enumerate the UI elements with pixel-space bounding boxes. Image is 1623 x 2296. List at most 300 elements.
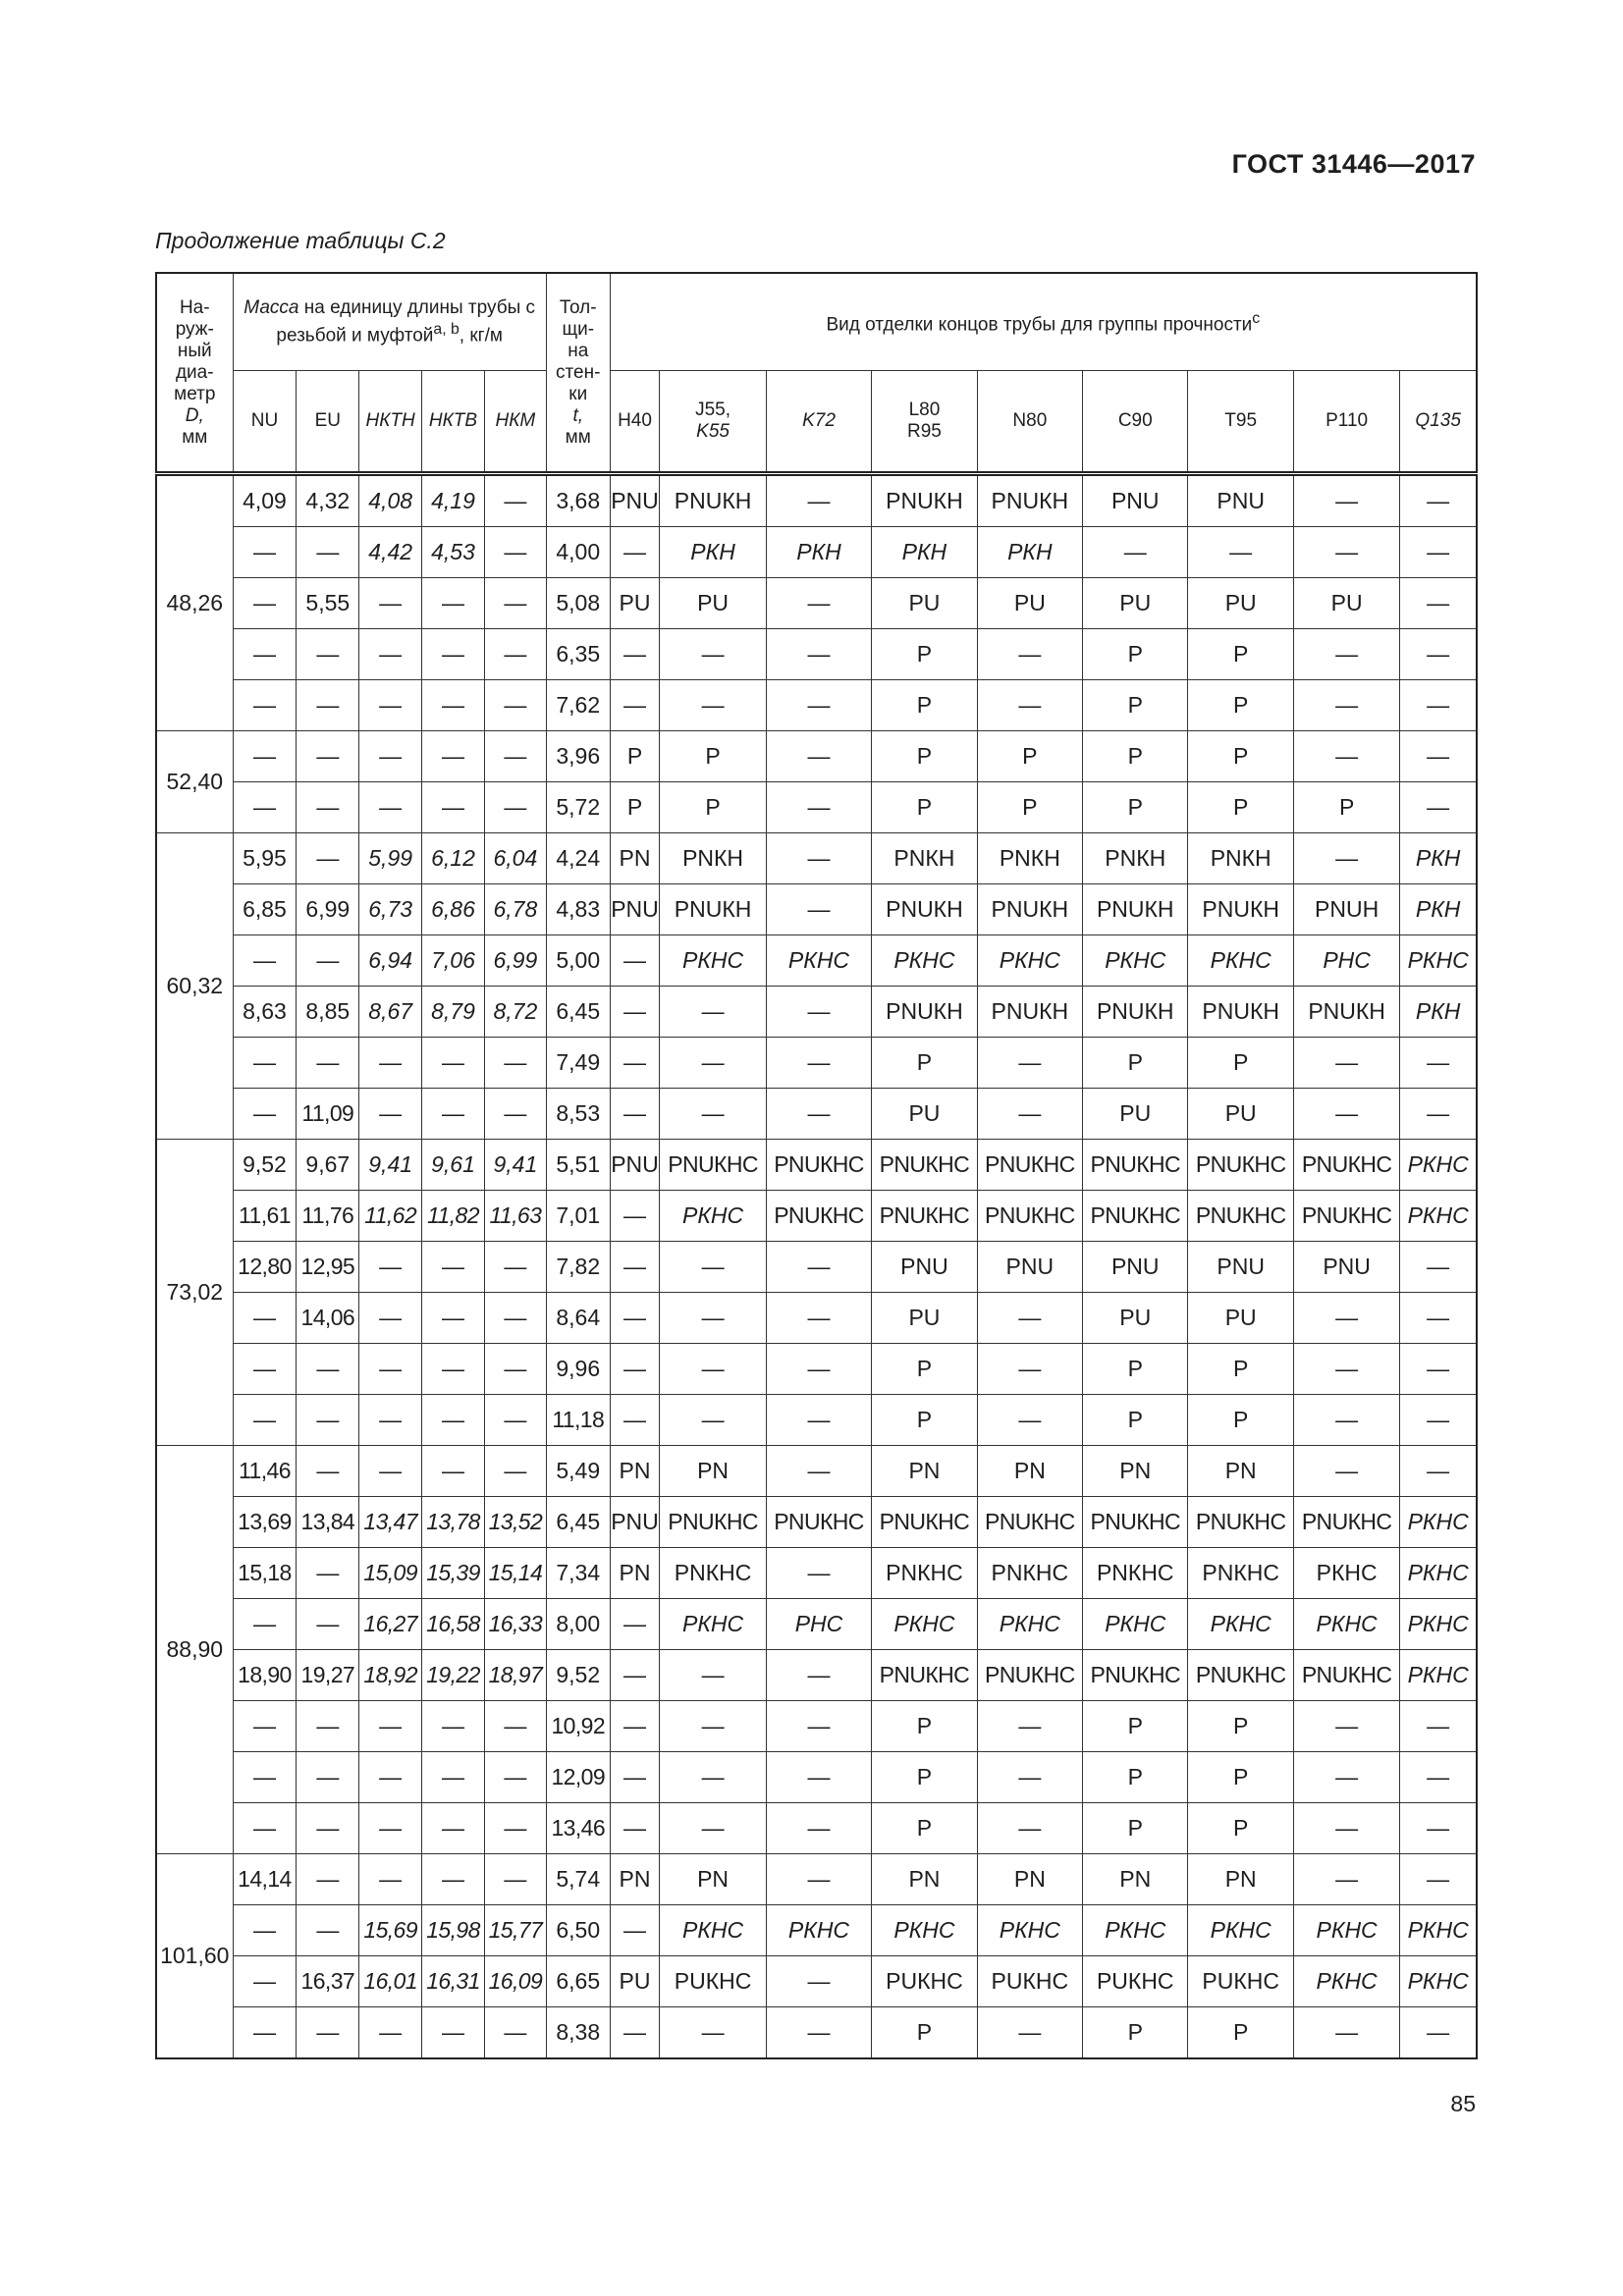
table-row <box>156 1395 1477 1446</box>
table-cell: РКНС <box>1400 1140 1477 1191</box>
table-cell: PNКНС <box>872 1548 977 1599</box>
table-cell: — <box>766 1548 871 1599</box>
table-cell: — <box>1400 1803 1477 1854</box>
table-cell: РКН <box>1400 833 1477 884</box>
table-cell: 6,45 <box>546 987 610 1038</box>
table-cell: 4,32 <box>297 474 359 527</box>
table-cell: РКН <box>660 527 766 578</box>
table-cell: P <box>1083 1395 1188 1446</box>
table-cell: — <box>766 987 871 1038</box>
table-cell: P <box>872 1038 977 1089</box>
table-cell: 6,78 <box>484 884 546 935</box>
table-cell: — <box>484 1089 546 1140</box>
table-cell: 14,06 <box>297 1293 359 1344</box>
table-row <box>156 629 1477 680</box>
table-cell: P <box>1083 782 1188 833</box>
table-cell: — <box>233 1344 297 1395</box>
table-row <box>156 680 1477 731</box>
table-cell: 8,79 <box>422 987 485 1038</box>
table-cell: — <box>660 629 766 680</box>
table-cell: — <box>610 1701 660 1752</box>
table-cell: PNКНС <box>1083 1548 1188 1599</box>
diameter-header: На- руж- ный диа- метр D, мм <box>156 273 233 474</box>
table-cell: 6,12 <box>422 833 485 884</box>
table-cell: 13,46 <box>546 1803 610 1854</box>
table-cell: PU <box>1188 578 1293 629</box>
table-cell: — <box>359 1701 422 1752</box>
table-cell: — <box>1293 1089 1399 1140</box>
table-cell: PN <box>610 1548 660 1599</box>
table-cell: — <box>359 629 422 680</box>
table-cell: PNUКН <box>1188 884 1293 935</box>
table-cell: 6,35 <box>546 629 610 680</box>
table-cell: P <box>1188 1344 1293 1395</box>
table-cell: PNUКНС <box>977 1650 1082 1701</box>
table-cell: 11,82 <box>422 1191 485 1242</box>
table-cell: 10,92 <box>546 1701 610 1752</box>
table-row <box>156 1905 1477 1956</box>
table-cell: 16,01 <box>359 1956 422 2007</box>
table-cell: РКН <box>766 527 871 578</box>
table-cell: PNКН <box>1188 833 1293 884</box>
table-cell: — <box>766 1038 871 1089</box>
table-cell: — <box>359 578 422 629</box>
table-cell: РКНС <box>1400 1191 1477 1242</box>
table-cell: PNU <box>1083 1242 1188 1293</box>
table-cell: — <box>233 1395 297 1446</box>
table-row <box>156 1701 1477 1752</box>
table-cell: P <box>1188 1803 1293 1854</box>
table-cell: PNUКНС <box>872 1191 977 1242</box>
table-cell: — <box>297 1701 359 1752</box>
table-cell: 7,49 <box>546 1038 610 1089</box>
table-cell: — <box>766 578 871 629</box>
table-cell: — <box>484 1344 546 1395</box>
table-row <box>156 1191 1477 1242</box>
table-cell: — <box>422 1803 485 1854</box>
table-cell: — <box>977 1395 1082 1446</box>
table-row <box>156 731 1477 782</box>
table-cell: — <box>233 578 297 629</box>
table-cell: 18,97 <box>484 1650 546 1701</box>
pipe-table <box>155 272 1478 2059</box>
table-cell: 4,09 <box>233 474 297 527</box>
table-cell: — <box>484 782 546 833</box>
table-row <box>156 1803 1477 1854</box>
page-number: 85 <box>1450 2091 1476 2116</box>
table-cell: 4,24 <box>546 833 610 884</box>
table-cell: 14,14 <box>233 1854 297 1905</box>
table-cell: PNUКНС <box>1188 1497 1293 1548</box>
table-cell: 3,68 <box>546 474 610 527</box>
table-cell: — <box>1400 1038 1477 1089</box>
table-cell: 5,55 <box>297 578 359 629</box>
table-cell: РКНС <box>1188 1599 1293 1650</box>
table-cell: 4,42 <box>359 527 422 578</box>
table-cell: PN <box>872 1854 977 1905</box>
table-cell: — <box>1400 731 1477 782</box>
table-cell: PNUКНС <box>872 1140 977 1191</box>
table-cell: — <box>766 731 871 782</box>
table-cell: 18,92 <box>359 1650 422 1701</box>
table-cell: 7,82 <box>546 1242 610 1293</box>
table-cell: — <box>359 1344 422 1395</box>
table-cell: — <box>297 782 359 833</box>
table-cell: PU <box>872 1089 977 1140</box>
table-cell: — <box>610 527 660 578</box>
table-row <box>156 1446 1477 1497</box>
table-cell: 6,50 <box>546 1905 610 1956</box>
col-nkm: НКМ <box>484 371 546 474</box>
table-cell: РКНС <box>766 1905 871 1956</box>
table-cell: — <box>660 1752 766 1803</box>
table-cell: — <box>1293 1293 1399 1344</box>
table-cell: — <box>766 833 871 884</box>
table-cell: — <box>359 680 422 731</box>
table-cell: РКНС <box>1400 1650 1477 1701</box>
table-cell: — <box>422 578 485 629</box>
table-cell: — <box>359 1089 422 1140</box>
table-cell: РКН <box>1400 884 1477 935</box>
col-eu: EU <box>297 371 359 474</box>
table-cell: — <box>977 1344 1082 1395</box>
table-cell: PNUКНС <box>766 1191 871 1242</box>
table-cell: 16,37 <box>297 1956 359 2007</box>
table-cell: P <box>610 731 660 782</box>
table-cell: — <box>610 1395 660 1446</box>
table-cell: — <box>422 1242 485 1293</box>
table-cell: — <box>297 629 359 680</box>
table-cell: — <box>1293 474 1399 527</box>
table-cell: PNUКНС <box>1083 1497 1188 1548</box>
table-cell: 15,09 <box>359 1548 422 1599</box>
table-cell: 7,62 <box>546 680 610 731</box>
table-cell: — <box>766 1242 871 1293</box>
col-j55-k55: J55, K55 <box>660 371 766 474</box>
table-cell: РКНС <box>1400 1599 1477 1650</box>
table-cell: 5,00 <box>546 935 610 987</box>
table-cell: — <box>233 1089 297 1140</box>
table-cell: PNUКНС <box>977 1497 1082 1548</box>
table-cell: PU <box>610 1956 660 2007</box>
table-cell: — <box>359 1752 422 1803</box>
table-cell: — <box>422 629 485 680</box>
table-cell: — <box>610 935 660 987</box>
table-cell: PNКН <box>660 833 766 884</box>
table-cell: 6,86 <box>422 884 485 935</box>
table-cell: — <box>422 1752 485 1803</box>
table-cell: 6,65 <box>546 1956 610 2007</box>
table-cell: — <box>610 2007 660 2059</box>
table-cell: — <box>766 1956 871 2007</box>
table-cell: PNU <box>872 1242 977 1293</box>
table-cell: PNКН <box>1083 833 1188 884</box>
table-cell: — <box>422 1344 485 1395</box>
table-cell: PN <box>1188 1446 1293 1497</box>
diameter-cell: 52,40 <box>156 731 233 833</box>
table-cell: — <box>297 935 359 987</box>
table-cell: — <box>610 629 660 680</box>
table-row <box>156 1854 1477 1905</box>
table-cell: PU <box>660 578 766 629</box>
col-c90: C90 <box>1083 371 1188 474</box>
table-cell: 3,96 <box>546 731 610 782</box>
table-cell: — <box>660 1242 766 1293</box>
table-cell: — <box>422 731 485 782</box>
col-nktv: НКТВ <box>422 371 485 474</box>
table-cell: PNUКН <box>977 884 1082 935</box>
table-cell: 9,52 <box>233 1140 297 1191</box>
table-cell: — <box>1293 629 1399 680</box>
table-cell: — <box>233 1293 297 1344</box>
table-cell: — <box>297 1599 359 1650</box>
table-cell: PU <box>977 578 1082 629</box>
table-cell: 8,38 <box>546 2007 610 2059</box>
table-cell: — <box>766 680 871 731</box>
table-cell: — <box>297 1803 359 1854</box>
table-cell: — <box>610 1344 660 1395</box>
table-cell: — <box>233 2007 297 2059</box>
table-cell: — <box>766 1752 871 1803</box>
table-cell: P <box>660 782 766 833</box>
table-cell: — <box>977 1293 1082 1344</box>
table-row <box>156 987 1477 1038</box>
table-cell: PNКНС <box>660 1548 766 1599</box>
table-cell: 15,39 <box>422 1548 485 1599</box>
table-cell: — <box>1293 1446 1399 1497</box>
table-cell: — <box>422 1038 485 1089</box>
table-cell: РКНС <box>977 1599 1082 1650</box>
table-cell: 8,00 <box>546 1599 610 1650</box>
table-cell: PNUКН <box>1188 987 1293 1038</box>
table-cell: 13,69 <box>233 1497 297 1548</box>
table-cell: 16,09 <box>484 1956 546 2007</box>
table-cell: РКНС <box>1400 1548 1477 1599</box>
table-cell: P <box>1083 680 1188 731</box>
table-cell: 12,95 <box>297 1242 359 1293</box>
table-cell: — <box>766 1650 871 1701</box>
table-cell: PNUКНС <box>660 1140 766 1191</box>
table-cell: — <box>359 2007 422 2059</box>
table-cell: — <box>422 1293 485 1344</box>
table-cell: P <box>1188 1395 1293 1446</box>
table-cell: — <box>484 1395 546 1446</box>
table-cell: — <box>359 1242 422 1293</box>
table-cell: PNUКНС <box>977 1191 1082 1242</box>
table-cell: PNUКНС <box>766 1497 871 1548</box>
table-cell: — <box>484 1038 546 1089</box>
table-row <box>156 1548 1477 1599</box>
table-cell: — <box>1400 1446 1477 1497</box>
table-row <box>156 1650 1477 1701</box>
col-l80-r95: L80 R95 <box>872 371 977 474</box>
table-cell: — <box>422 1395 485 1446</box>
table-cell: РКНС <box>766 935 871 987</box>
table-cell: PNUКН <box>1083 987 1188 1038</box>
table-cell: РКНС <box>660 1599 766 1650</box>
table-cell: PNUКНС <box>872 1497 977 1548</box>
table-cell: — <box>359 1038 422 1089</box>
table-cell: PNUКН <box>977 474 1082 527</box>
table-cell: — <box>610 1905 660 1956</box>
table-cell: — <box>297 680 359 731</box>
table-row <box>156 2007 1477 2059</box>
table-cell: PКНС <box>1293 1548 1399 1599</box>
table-cell: — <box>359 1803 422 1854</box>
table-cell: PUКНС <box>1083 1956 1188 2007</box>
table-cell: PNUКН <box>660 474 766 527</box>
table-cell: РКНС <box>1400 935 1477 987</box>
table-row <box>156 1140 1477 1191</box>
table-cell: 9,67 <box>297 1140 359 1191</box>
table-cell: 7,01 <box>546 1191 610 1242</box>
table-cell: PUКНС <box>1188 1956 1293 2007</box>
table-cell: — <box>1293 731 1399 782</box>
table-row <box>156 1242 1477 1293</box>
table-cell: — <box>1293 1395 1399 1446</box>
table-cell: — <box>359 1446 422 1497</box>
finish-header: Вид отделки концов трубы для группы прочности$^c$ <box>610 273 1477 371</box>
table-cell: P <box>1188 680 1293 731</box>
col-t95: T95 <box>1188 371 1293 474</box>
table-cell: 19,22 <box>422 1650 485 1701</box>
diameter-cell: 101,60 <box>156 1854 233 2059</box>
table-row <box>156 1038 1477 1089</box>
table-cell: 8,53 <box>546 1089 610 1140</box>
table-cell: — <box>977 1089 1082 1140</box>
table-cell: PNUКНС <box>1188 1191 1293 1242</box>
table-cell: P <box>872 680 977 731</box>
table-cell: — <box>359 1854 422 1905</box>
table-row <box>156 1599 1477 1650</box>
table-cell: — <box>766 2007 871 2059</box>
table-cell: — <box>233 731 297 782</box>
table-cell: — <box>1293 527 1399 578</box>
table-cell: 9,96 <box>546 1344 610 1395</box>
table-cell: 11,09 <box>297 1089 359 1140</box>
table-cell: — <box>660 1089 766 1140</box>
table-cell: — <box>1400 1089 1477 1140</box>
table-cell: РКНС <box>1293 1905 1399 1956</box>
table-cell: P <box>872 629 977 680</box>
col-k72: K72 <box>766 371 871 474</box>
table-cell: — <box>233 629 297 680</box>
document-header: ГОСТ 31446—2017 <box>1231 149 1476 179</box>
table-cell: РКНС <box>977 1905 1082 1956</box>
table-cell: P <box>872 1344 977 1395</box>
table-cell: P <box>660 731 766 782</box>
table-row <box>156 1089 1477 1140</box>
table-cell: PN <box>977 1446 1082 1497</box>
table-cell: P <box>1083 1038 1188 1089</box>
table-cell: — <box>484 1701 546 1752</box>
table-cell: P <box>1188 782 1293 833</box>
table-cell: PNUКН <box>977 987 1082 1038</box>
table-cell: 11,46 <box>233 1446 297 1497</box>
table-cell: PNU <box>1293 1242 1399 1293</box>
table-cell: 11,18 <box>546 1395 610 1446</box>
table-cell: — <box>610 987 660 1038</box>
table-cell: — <box>422 2007 485 2059</box>
table-cell: 8,64 <box>546 1293 610 1344</box>
table-cell: — <box>977 1701 1082 1752</box>
table-cell: 9,52 <box>546 1650 610 1701</box>
table-cell: P <box>872 1803 977 1854</box>
table-cell: РКНС <box>1083 1599 1188 1650</box>
table-cell: P <box>1188 731 1293 782</box>
table-cell: PN <box>977 1854 1082 1905</box>
table-cell: — <box>610 1038 660 1089</box>
table-cell: — <box>297 1038 359 1089</box>
table-cell: P <box>872 2007 977 2059</box>
table-cell: — <box>660 1344 766 1395</box>
table-cell: — <box>359 782 422 833</box>
table-cell: — <box>1400 1701 1477 1752</box>
table-cell: — <box>484 1242 546 1293</box>
table-cell: РКН <box>1400 987 1477 1038</box>
table-cell: PN <box>1083 1446 1188 1497</box>
table-cell: 15,18 <box>233 1548 297 1599</box>
thickness-header: Тол- щи- на стен- ки t, мм <box>546 273 610 474</box>
table-cell: PNUН <box>1293 884 1399 935</box>
table-cell: — <box>233 680 297 731</box>
table-cell: P <box>1188 2007 1293 2059</box>
table-cell: 6,85 <box>233 884 297 935</box>
table-cell: — <box>766 1854 871 1905</box>
table-cell: 6,94 <box>359 935 422 987</box>
table-cell: — <box>484 680 546 731</box>
table-cell: PNUКНС <box>1083 1140 1188 1191</box>
table-cell: — <box>1400 1242 1477 1293</box>
table-cell: — <box>610 680 660 731</box>
table-cell: — <box>766 1293 871 1344</box>
table-cell: 4,83 <box>546 884 610 935</box>
table-cell: PNUКНС <box>1293 1497 1399 1548</box>
table-cell: — <box>1400 2007 1477 2059</box>
table-cell: РКНС <box>1400 1956 1477 2007</box>
table-cell: P <box>872 1752 977 1803</box>
table-cell: — <box>233 1956 297 2007</box>
table-cell: — <box>1400 1752 1477 1803</box>
table-cell: — <box>1400 629 1477 680</box>
table-cell: — <box>233 1701 297 1752</box>
table-cell: PNUКН <box>1293 987 1399 1038</box>
table-cell: — <box>233 1905 297 1956</box>
table-cell: PNКН <box>977 833 1082 884</box>
table-cell: РКНС <box>1400 1497 1477 1548</box>
table-cell: — <box>766 474 871 527</box>
table-cell: — <box>977 2007 1082 2059</box>
table-cell: — <box>297 1446 359 1497</box>
diameter-cell: 73,02 <box>156 1140 233 1446</box>
table-cell: — <box>1400 782 1477 833</box>
table-cell: PNUКНС <box>660 1497 766 1548</box>
diameter-cell: 60,32 <box>156 833 233 1140</box>
table-cell: РКН <box>872 527 977 578</box>
table-cell: — <box>297 1548 359 1599</box>
table-cell: PNUКНС <box>1188 1140 1293 1191</box>
table-cell: PNUКНС <box>1188 1650 1293 1701</box>
table-cell: 6,04 <box>484 833 546 884</box>
table-cell: — <box>297 1395 359 1446</box>
table-cell: — <box>297 1752 359 1803</box>
table-cell: PN <box>1188 1854 1293 1905</box>
table-cell: P <box>1188 1701 1293 1752</box>
table-cell: 5,49 <box>546 1446 610 1497</box>
table-cell: 12,09 <box>546 1752 610 1803</box>
table-cell: PNU <box>1188 1242 1293 1293</box>
table-cell: — <box>422 1089 485 1140</box>
